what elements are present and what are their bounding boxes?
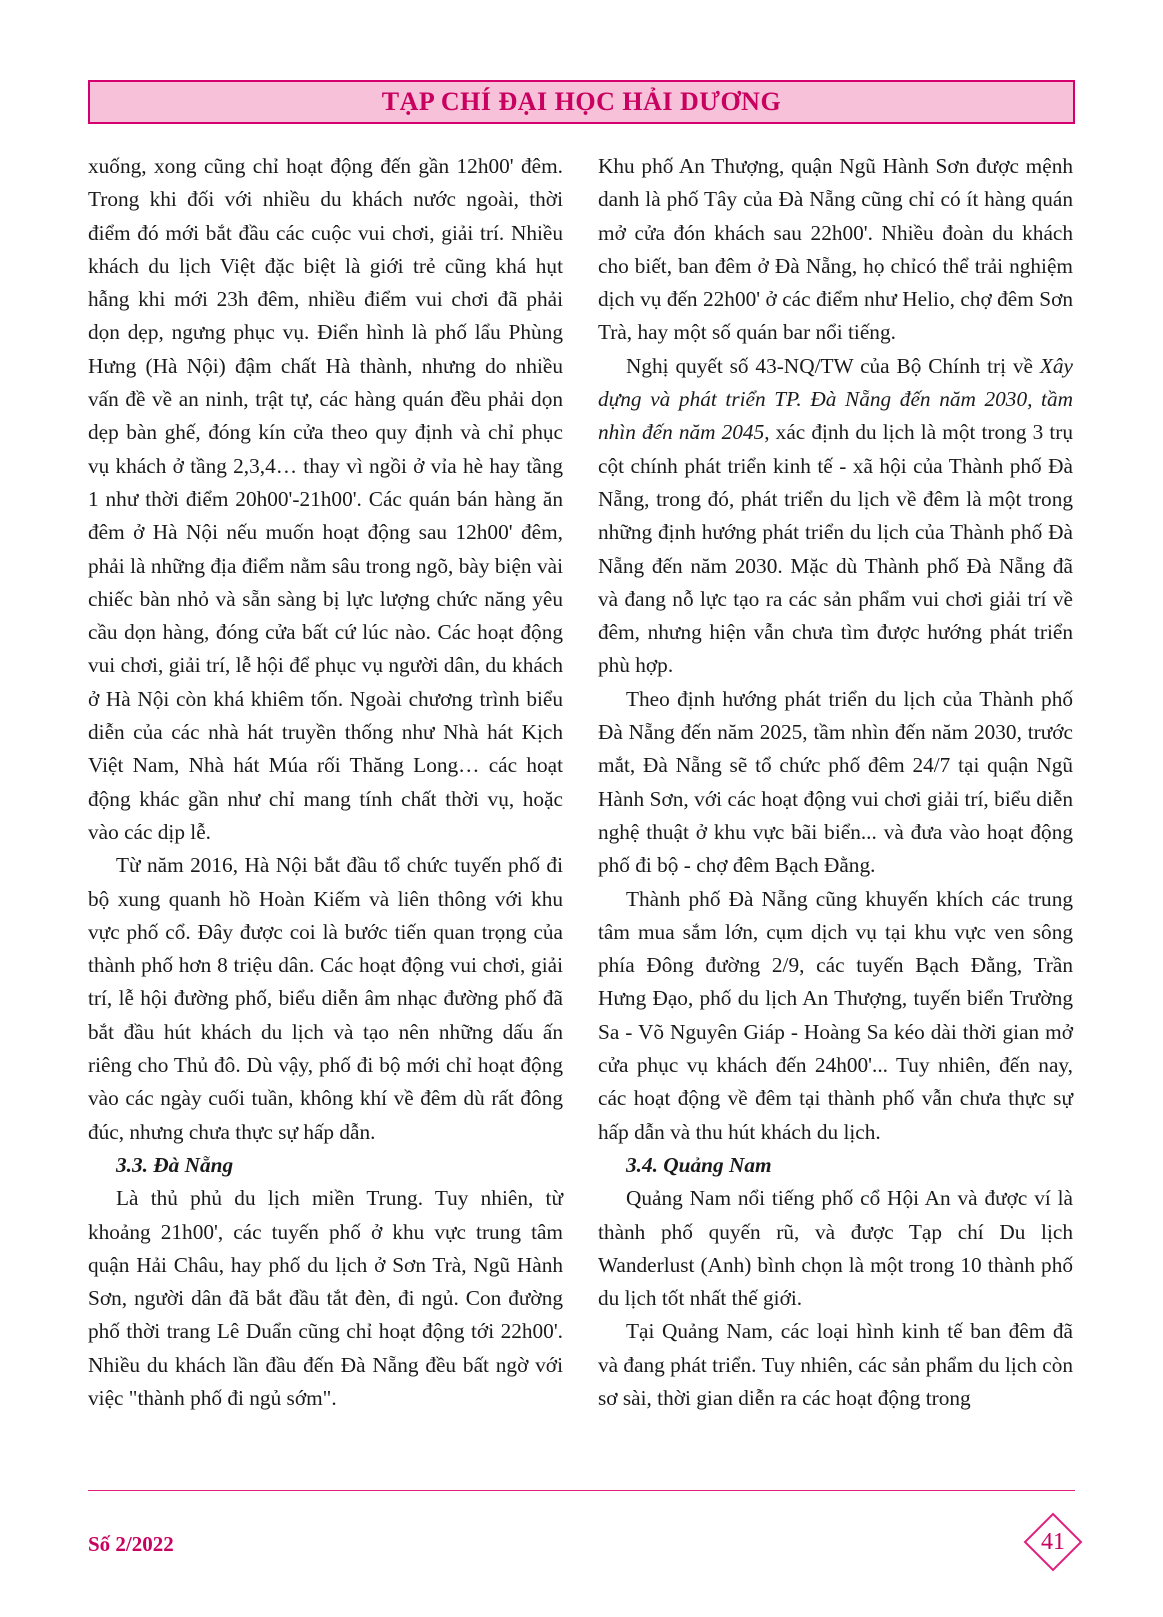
resolution-title: Xây dựng và phát triển TP. Đà Nẵng đến năm 2030, tầm nhìn đến năm 2045 [598,353,1073,445]
section-heading-3-3: 3.3. Đà Nẵng [116,1152,234,1177]
paragraph: Quảng Nam nổi tiếng phố cổ Hội An và được ví là thành phố quyến rũ, và được Tạp chí Du lịch Wanderlust (Anh) bình chọn là một trong 10 thành phố du lịch tốt nhất thế giới. [598,1186,1073,1311]
paragraph: Là thủ phủ du lịch miền Trung. Tuy nhiên, từ khoảng 21h00', các tuyến phố ở khu vực trung tâm quận Hải Châu, hay phố du lịch ở Sơn Trà, Ngũ Hành Sơn, người dân đã bắt đầu tắt đèn, đi ngủ. Con đường phố thời trang Lê Duẩn cũng chỉ hoạt động tới 22h00'. Nhiều du khách lần đầu đến Đà Nẵng đều bất ngờ với việc "thành phố đi ngủ sớm". [88,1186,563,1410]
page-number: 41 [1041,1528,1065,1555]
paragraph-text: Nghị quyết số 43-NQ/TW của Bộ Chính trị về [626,353,1040,378]
issue-number: Số 2/2022 [88,1532,174,1556]
journal-header-banner [88,80,1075,124]
paragraph-text: , xác định du lịch là một trong 3 trụ cột chính phát triển kinh tế - xã hội của Thành phố Đà Nẵng, trong đó, phát triển du lịch về đêm là một trong những định hướng phát triển du lịch của Thành phố Đà Nẵng đến năm 2030. Mặc dù Thành phố Đà Nẵng đã và đang nỗ lực tạo ra các sản phẩm vui chơi giải trí về đêm, nhưng hiện vẫn chưa tìm được hướng phát triển phù hợp. [598,420,1073,678]
paragraph: Khu phố An Thượng, quận Ngũ Hành Sơn được mệnh danh là phố Tây của Đà Nẵng cũng chỉ có ít hàng quán mở cửa đón khách sau 22h00'. Nhiều đoàn du khách cho biết, ban đêm ở Đà Nẵng, họ chỉcó thể trải nghiệm dịch vụ đến 22h00' ở các điểm như Helio, chợ đêm Sơn Trà, hay một số quán bar nổi tiếng. [598,154,1073,345]
right-column [598,150,1073,1415]
paragraph: xuống, xong cũng chỉ hoạt động đến gần 12h00' đêm. Trong khi đối với nhiều du khách nước ngoài, thời điểm đó mới bắt đầu các cuộc vui chơi, giải trí. Nhiều khách du lịch Việt đặc biệt là giới trẻ cũng khá hụt hẫng khi mới 23h đêm, nhiều điểm vui chơi đã phải dọn dẹp, ngưng phục vụ. Điển hình là phố lẩu Phùng Hưng (Hà Nội) đậm chất Hà thành, nhưng do nhiều vấn đề về an ninh, trật tự, các hàng quán đều phải dọn dẹp bàn ghế, đóng kín cửa theo quy định và chỉ phục vụ khách ở tầng 2,3,4… thay vì ngồi ở vỉa hè hay tầng 1 như thời điểm 20h00'-21h00'. Các quán bán hàng ăn đêm ở Hà Nội nếu muốn hoạt động sau 12h00' đêm, phải là những địa điểm nằm sâu trong ngõ, bày biện vài chiếc bàn nhỏ và sẵn sàng bị lực lượng chức năng yêu cầu dọn hàng, đóng cửa bất cứ lúc nào. Các hoạt động vui chơi, giải trí, lễ hội để phục vụ người dân, du khách ở Hà Nội còn khá khiêm tốn. Ngoài chương trình biểu diễn của các nhà hát truyền thống như Nhà hát Kịch Việt Nam, Nhà hát Múa rối Thăng Long… các hoạt động khác gần như chỉ mang tính chất thời vụ, hoặc vào các dịp lễ. [88,154,563,844]
left-column [88,150,563,1415]
paragraph: Tại Quảng Nam, các loại hình kinh tế ban đêm đã và đang phát triển. Tuy nhiên, các sản phẩm du lịch còn sơ sài, thời gian diễn ra các hoạt động trong [598,1319,1073,1410]
paragraph: Theo định hướng phát triển du lịch của Thành phố Đà Nẵng đến năm 2025, tầm nhìn đến năm 2030, trước mắt, Đà Nẵng sẽ tổ chức phố đêm 24/7 tại quận Ngũ Hành Sơn, với các hoạt động vui chơi giải trí, biểu diễn nghệ thuật ở khu vực bãi biển... và đưa vào hoạt động phố đi bộ - chợ đêm Bạch Đằng. [598,686,1073,878]
paragraph: Thành phố Đà Nẵng cũng khuyến khích các trung tâm mua sắm lớn, cụm dịch vụ tại khu vực ven sông phía Đông đường 2/9, các tuyến Bạch Đằng, Trần Hưng Đạo, phố du lịch An Thượng, tuyến biển Trường Sa - Võ Nguyên Giáp - Hoàng Sa kéo dài thời gian mở cửa phục vụ khách đến 24h00'... Tuy nhiên, đến nay, các hoạt động về đêm tại thành phố vẫn chưa thực sự hấp dẫn và thu hút khách du lịch. [598,886,1073,1144]
paragraph [598,350,1073,683]
footer-rule [88,1490,1075,1491]
journal-title: TẠP CHÍ ĐẠI HỌC HẢI DƯƠNG [381,87,782,116]
paragraph: Từ năm 2016, Hà Nội bắt đầu tổ chức tuyến phố đi bộ xung quanh hồ Hoàn Kiếm và liên thông với khu vực phố cổ. Đây được coi là bước tiến quan trọng của thành phố hơn 8 triệu dân. Các hoạt động vui chơi, giải trí, lễ hội đường phố, biểu diễn âm nhạc đường phố đã bắt đầu hút khách du lịch và tạo nên những dấu ấn riêng cho Thủ đô. Dù vậy, phố đi bộ mới chỉ hoạt động vào các ngày cuối tuần, không khí về đêm dù rất đông đúc, nhưng chưa thực sự hấp dẫn. [88,853,563,1144]
section-heading-3-4: 3.4. Quảng Nam [626,1152,772,1177]
